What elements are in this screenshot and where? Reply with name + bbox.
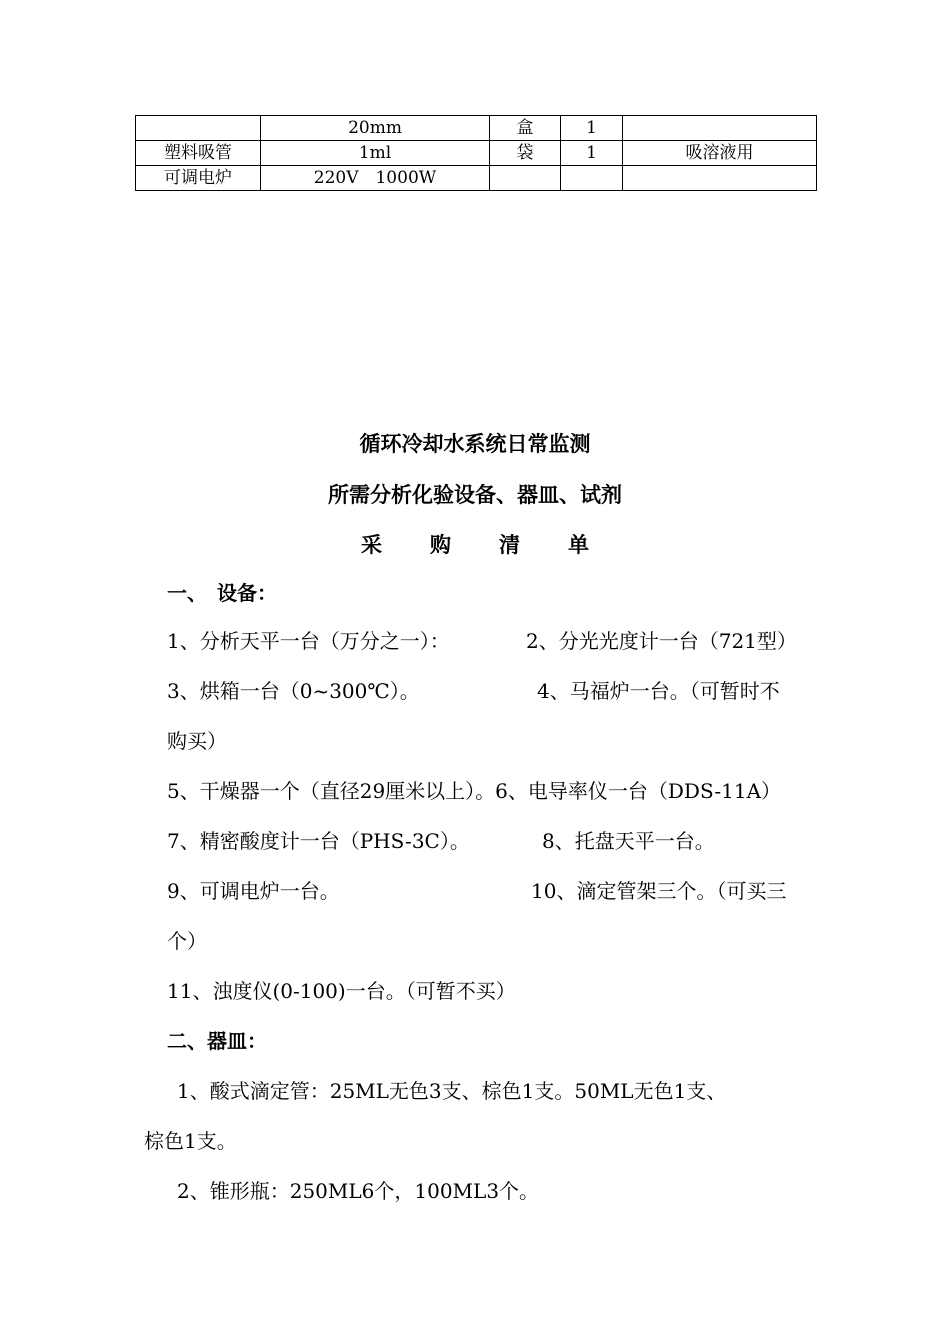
list-item [167,627,817,655]
table-row [136,116,817,141]
section-heading-equipment: 一、 设备： [167,581,277,605]
table-cell: 1 [561,141,623,166]
list-item-continuation: 棕色1支。 [144,1129,237,1153]
item-text: 3、烘箱一台（0~300℃）。 [167,679,420,703]
list-item [167,827,817,855]
table-cell: 20mm [261,116,490,141]
list-item: 2、锥形瓶：250ML6个，100ML3个。 [177,1179,540,1203]
table-cell: 塑料吸管 [136,141,261,166]
document-subtitle: 所需分析化验设备、器皿、试剂 [328,482,622,507]
table-row [136,166,817,191]
list-item: 1、酸式滴定管：25ML无色3支、棕色1支。50ML无色1支、 [177,1079,727,1103]
title-char: 购 [430,532,451,557]
document-title-purchase-list [0,529,950,559]
item-text: 9、可调电炉一台。 [167,879,340,903]
section-heading-glassware: 二、器皿： [167,1029,267,1053]
title-char: 单 [568,532,589,557]
item-text: 2、分光光度计一台（721型） [526,629,797,653]
list-item: 5、干燥器一个（直径29厘米以上）。6、电导率仪一台（DDS-11A） [167,779,782,803]
item-text: 1、分析天平一台（万分之一）： [167,629,450,653]
list-item-continuation: 个） [167,929,207,953]
list-item [167,877,817,905]
table-cell [136,116,261,141]
table-cell: 1ml [261,141,490,166]
table-cell [623,166,817,191]
item-text: 4、马福炉一台。（可暂时不 [537,679,780,703]
table-cell: 可调电炉 [136,166,261,191]
table-cell: 盒 [490,116,561,141]
list-item: 11、浊度仪(0-100)一台。（可暂不买） [167,979,516,1003]
table-cell [623,116,817,141]
table-cell [490,166,561,191]
table-cell: 220V 1000W [261,166,490,191]
table-cell: 1 [561,116,623,141]
item-text: 7、精密酸度计一台（PHS-3C）。 [167,829,470,853]
table-cell [561,166,623,191]
title-char: 采 [361,532,382,557]
table-cell: 袋 [490,141,561,166]
equipment-table [135,115,817,191]
item-text: 8、托盘天平一台。 [542,829,715,853]
table-row [136,141,817,166]
title-char: 清 [499,532,520,557]
document-title: 循环冷却水系统日常监测 [359,431,591,456]
item-text: 10、滴定管架三个。（可买三 [531,879,787,903]
table-cell: 吸溶液用 [623,141,817,166]
list-item-continuation: 购买） [167,729,227,753]
list-item [167,677,817,705]
